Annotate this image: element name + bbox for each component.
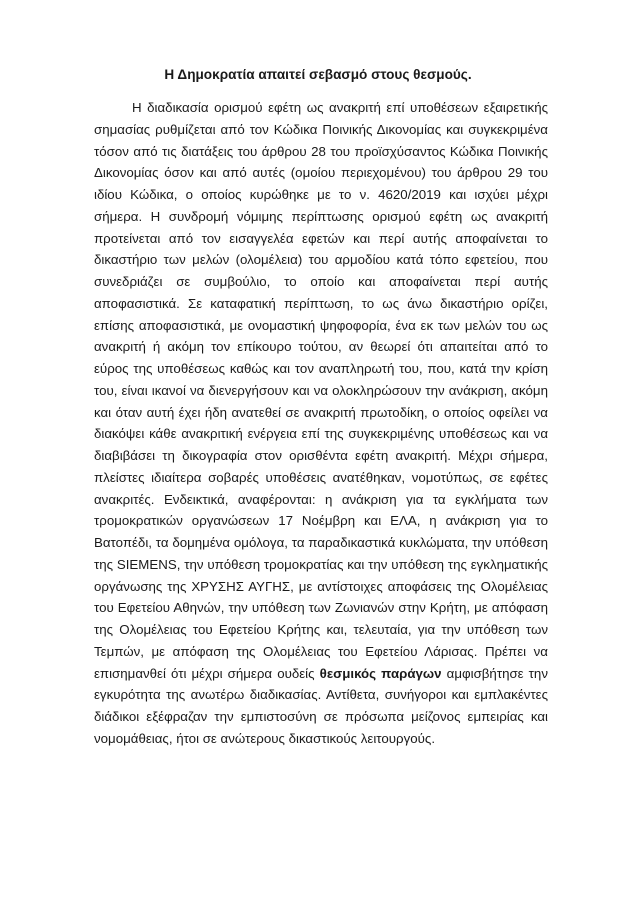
- document-title: Η Δημοκρατία απαιτεί σεβασμό στους θεσμούς.: [164, 67, 472, 82]
- paragraph-bold-phrase: θεσμικός παράγων: [319, 665, 442, 681]
- body-paragraph: [94, 97, 548, 750]
- paragraph-text-part2: αμφισβήτησε την εγκυρότητα της ανωτέρω διαδικασίας. Αντίθετα, συνήγοροι και εμπλακέντες διάδικοι εξέφραζαν την εμπιστοσύνη σε πρόσωπα μείζονος εμπειρίας και νομομάθειας, ήτοι σε ανώτερους δικαστικούς λειτουργούς.: [94, 665, 548, 746]
- paragraph-text-part1: Η διαδικασία ορισμού εφέτη ως ανακριτή επί υποθέσεων εξαιρετικής σημασίας ρυθμίζεται από τον Κώδικα Ποινικής Δικονομίας και συγκεκριμένα τόσον από τις διατάξεις του άρθρου 28 του προϊσχύσαντος Κώδικα Ποινικής Δικονομίας όσον και από αυτές (ομοίου περιεχομένου) του άρθρου 29 του ιδίου Κώδικα, ο οποίος κυρώθηκε με το ν. 4620/2019 και ισχύει μέχρι σήμερα. Η συνδρομή νόμιμης περίπτωσης ορισμού εφέτη ως ανακριτή προτείνεται από τον εισαγγελέα εφετών και περί αυτής αποφαίνεται το δικαστήριο των μελών (ολομέλεια) του αρμοδίου κατά τόπο εφετείου, που συνεδριάζει σε συμβούλιο, το οποίο και αποφαίνεται περί αυτής αποφασιστικά. Σε καταφατική περίπτωση, το ως άνω δικαστήριο ορίζει, επίσης αποφασιστικά, με ονομαστική ψηφοφορία, ένα εκ των μελών του ως ανακριτή ή ακόμη τον επίκουρο τούτου, αν θεωρεί ότι απαιτείται από το εύρος της υποθέσεως καθώς και τον αναπληρωτή του, που, κατά την κρίση του, είναι ικανοί να διενεργήσουν και να ολοκληρώσουν την ανάκριση, ακόμη και όταν αυτή έχει ήδη ανατεθεί σε ανακριτή πρωτοδίκη, ο οποίος οφείλει να διακόψει κάθε ανακριτική ενέργεια επί της συγκεκριμένης υποθέσεως και να διαβιβάσει τη δικογραφία στον ορισθέντα εφέτη ανακριτή. Μέχρι σήμερα, πλείστες ιδιαίτερα σοβαρές υποθέσεις ανατέθηκαν, νομοτύπως, σε εφέτες ανακριτές. Ενδεικτικά, αναφέρονται: η ανάκριση για τα εγκλήματα των τρομοκρατικών οργανώσεων 17 Νοέμβρη και ΕΛΑ, η ανάκριση για το Βατοπέδι, τα δομημένα ομόλογα, τα παραδικαστικά κυκλώματα, την υπόθεση της SIEMENS, την υπόθεση τρομοκρατίας και την υπόθεση της εγκληματικής οργάνωσης της ΧΡΥΣΗΣ ΑΥΓΗΣ, με αντίστοιχες αποφάσεις της Ολομέλειας του Εφετείου Αθηνών, την υπόθεση των Ζωνιανών στην Κρήτη, με απόφαση της Ολομέλειας του Εφετείου Κρήτης και, τελευταία, για την υπόθεση των Τεμπών, με απόφαση της Ολομέλειας του Εφετείου Λάρισας. Πρέπει να επισημανθεί ότι μέχρι σήμερα ουδείς: [94, 100, 548, 681]
